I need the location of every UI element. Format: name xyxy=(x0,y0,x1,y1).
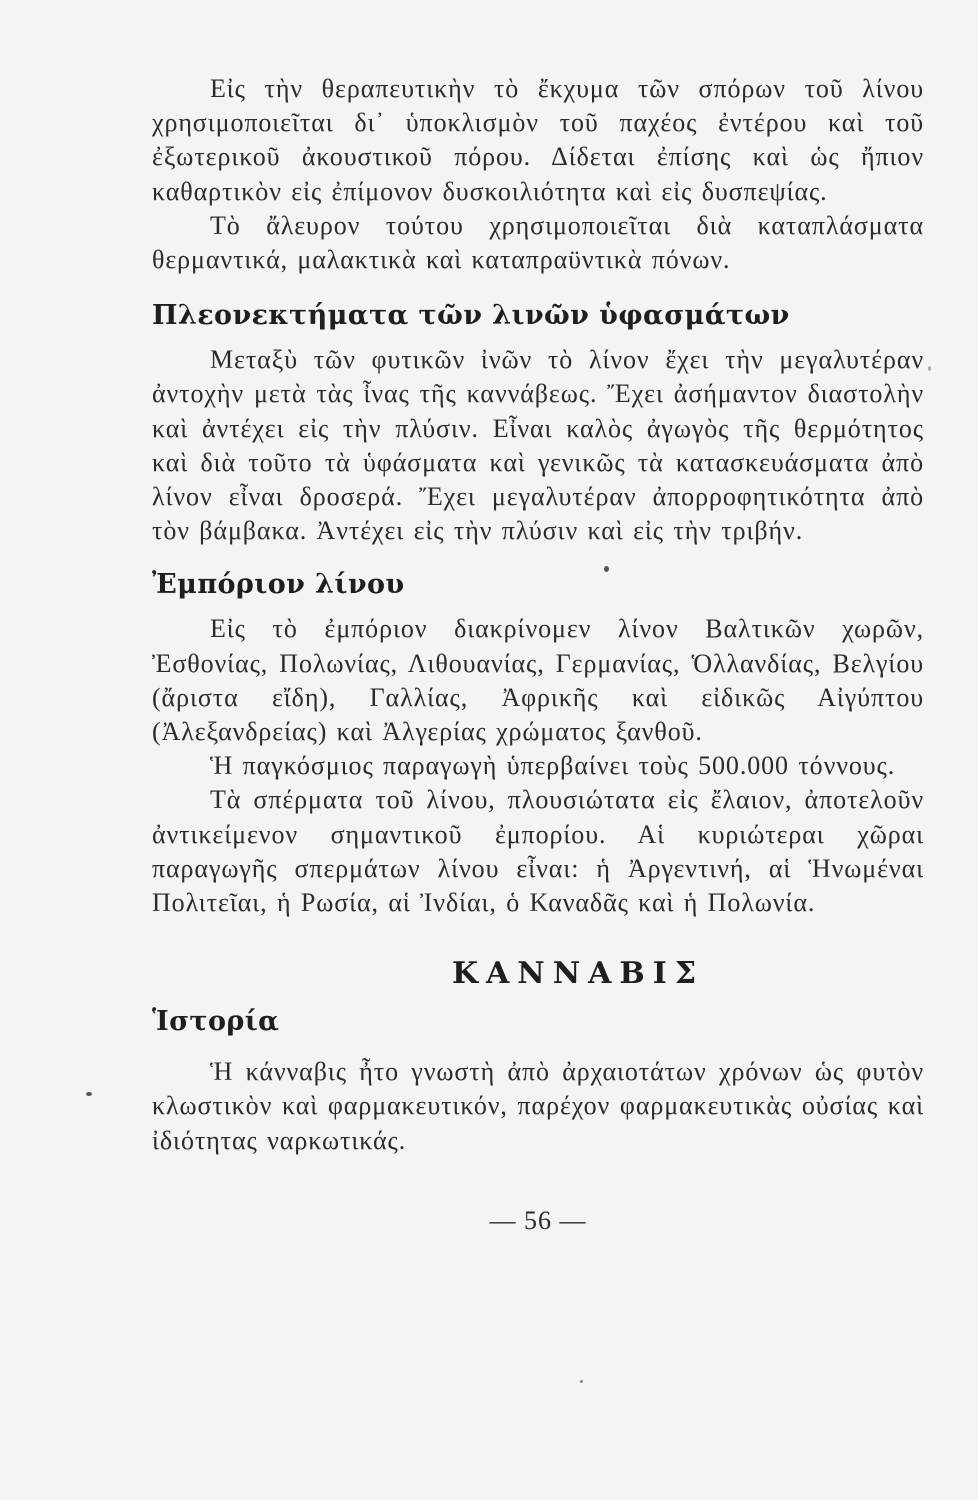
chapter-title: ΚΑΝΝΑΒΙΣ xyxy=(451,956,705,992)
intro-paragraph-1: Εἰς τὴν θεραπευτικὴν τὸ ἔκχυμα τῶν σπόρων τοῦ λίνου χρησιμοποιεῖται δι᾽ ὑποκλισμὸν τοῦ παχέος ἐντέρου καὶ τοῦ ἐξωτερικοῦ ἀκουστικοῦ πόρου. Δίδεται ἐπίσης καὶ ὡς ἤπιον καθαρτικὸν εἰς ἐπίμονον δυσκοιλιότητα καὶ εἰς δυσπεψίας. xyxy=(152,74,924,206)
scan-speck xyxy=(580,1380,583,1383)
page-body xyxy=(152,72,924,1236)
heading-advantages: Πλεονεκτήματα τῶν λινῶν ὑφασμάτων xyxy=(152,300,790,332)
intro-paragraph-2: Τὸ ἄλευρον τούτου χρησιμοποιεῖται διὰ καταπλάσματα θερμαντικά, μαλακτικὰ καὶ καταπραϋντικὰ πόνων. xyxy=(152,210,924,275)
heading-history: Ἱστορία xyxy=(152,1006,280,1038)
history-paragraph: Ἡ κάνναβις ἦτο γνωστὴ ἀπὸ ἀρχαιοτάτων χρόνων ὡς φυτὸν κλωστικὸν καὶ φαρμακευτικόν, παρέχον φαρμακευτικὰς οὐσίας καὶ ἰδιότητας ναρκωτικάς. xyxy=(152,1057,924,1155)
trade-paragraph-2: Ἡ παγκόσμιος παραγωγὴ ὑπερβαίνει τοὺς 500.000 τόννους. xyxy=(210,751,896,781)
heading-trade: Ἐμπόριον λίνου xyxy=(152,569,405,601)
scan-speck xyxy=(86,1092,92,1096)
page-number: — 56 — xyxy=(489,1205,587,1235)
trade-paragraph-1: Εἰς τὸ ἐμπόριον διακρίνομεν λίνον Βαλτικῶν χωρῶν, Ἐσθονίας, Πολωνίας, Λιθουανίας, Γερμανίας, Ὁλλανδίας, Βελγίου (ἄριστα εἴδη), Γαλλίας, Ἀφρικῆς καὶ εἰδικῶς Αἰγύπτου (Ἀλεξανδρείας) καὶ Ἀλγερίας χρώματος ξανθοῦ. xyxy=(152,614,924,747)
scan-speck xyxy=(928,366,931,371)
advantages-paragraph: Μεταξὺ τῶν φυτικῶν ἰνῶν τὸ λίνον ἔχει τὴν μεγαλυτέραν ἀντοχὴν μετὰ τὰς ἶνας τῆς καννάβεως. Ἔχει ἀσήμαντον διαστολὴν καὶ ἀντέχει εἰς τὴν πλύσιν. Εἶναι καλὸς ἀγωγὸς τῆς θερμότητος καὶ διὰ τοῦτο τὰ ὑφάσματα καὶ γενικῶς τὰ κατασκευάσματα ἀπὸ λίνον εἶναι δροσερά. Ἔχει μεγαλυτέραν ἀπορροφητικότητα ἀπὸ τὸν βάμβακα. Ἀντέχει εἰς τὴν πλύσιν καὶ εἰς τὴν τριβήν. xyxy=(152,345,924,546)
scan-speck xyxy=(604,566,609,572)
trade-paragraph-3: Τὰ σπέρματα τοῦ λίνου, πλουσιώτατα εἰς ἔλαιον, ἀποτελοῦν ἀντικείμενον σημαντικοῦ ἐμπορίου. Αἱ κυριώτεραι χῶραι παραγωγῆς σπερμάτων λίνου εἶναι: ἡ Ἀργεντινή, αἱ Ἡνωμέναι Πολιτεῖαι, ἡ Ρωσία, αἱ Ἰνδίαι, ὁ Καναδᾶς καὶ ἡ Πολωνία. xyxy=(152,785,924,918)
